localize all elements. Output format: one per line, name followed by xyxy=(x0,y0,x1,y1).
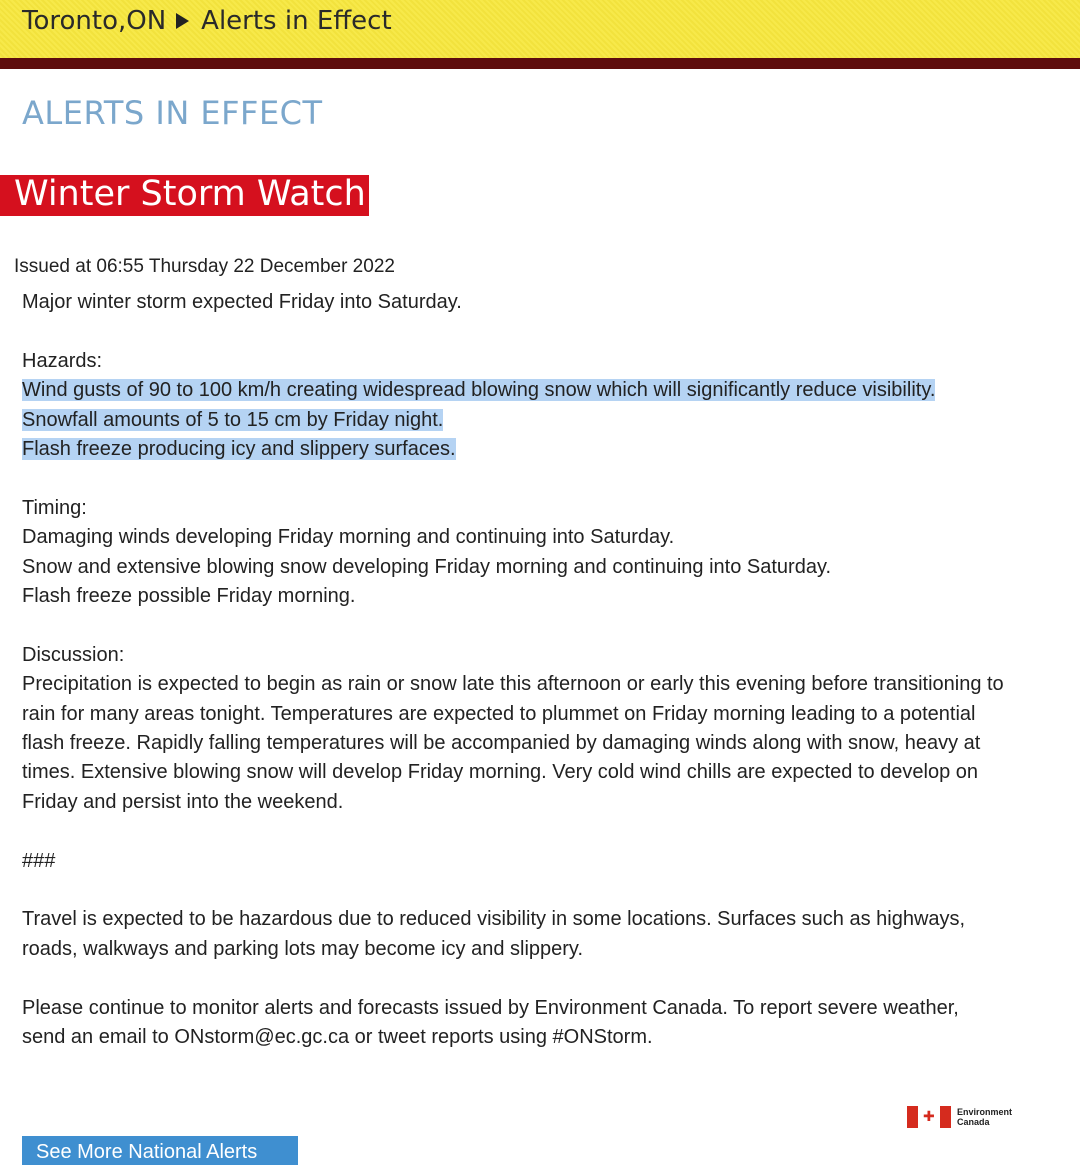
timing-line: Flash freeze possible Friday morning. xyxy=(22,585,356,608)
travel-line: Travel is expected to be hazardous due to reduced visibility in some locations. Surfaces such as highways, xyxy=(22,908,966,931)
breadcrumb xyxy=(22,6,392,36)
monitor-line: send an email to ONstorm@ec.gc.ca or tweet reports using #ONStorm. xyxy=(22,1026,653,1049)
timing-line: Damaging winds developing Friday morning and continuing into Saturday. xyxy=(22,526,675,549)
environment-canada-logo xyxy=(907,1106,1012,1128)
discussion-heading: Discussion: xyxy=(22,643,125,666)
hazard-line: Wind gusts of 90 to 100 km/h creating widespread blowing snow which will significantly reduce visibility. xyxy=(22,379,936,402)
discussion-line: Friday and persist into the weekend. xyxy=(22,790,344,813)
discussion-line: times. Extensive blowing snow will develop Friday morning. Very cold wind chills are expected to develop on xyxy=(22,761,979,784)
logo-text xyxy=(957,1107,1012,1127)
discussion-line: Precipitation is expected to begin as rain or snow late this afternoon or early this evening before transitioning to xyxy=(22,673,1004,696)
spacer xyxy=(22,964,1072,993)
discussion-line: rain for many areas tonight. Temperatures are expected to plummet on Friday morning leading to a potential xyxy=(22,702,976,725)
hazard-line: Flash freeze producing icy and slippery surfaces. xyxy=(22,438,456,461)
see-more-national-alerts-button[interactable]: See More National Alerts xyxy=(22,1136,298,1165)
spacer xyxy=(22,464,1072,493)
alert-summary: Major winter storm expected Friday into Saturday. xyxy=(22,291,462,313)
travel-line: roads, walkways and parking lots may become icy and slippery. xyxy=(22,937,583,960)
hazard-line: Snowfall amounts of 5 to 15 cm by Friday night. xyxy=(22,408,444,431)
spacer xyxy=(22,611,1072,640)
timing-heading: Timing: xyxy=(22,496,87,519)
monitor-line: Please continue to monitor alerts and forecasts issued by Environment Canada. To report severe weather, xyxy=(22,996,959,1019)
page-title: ALERTS IN EFFECT xyxy=(22,94,323,132)
issued-timestamp: Issued at 06:55 Thursday 22 December 2022 xyxy=(14,256,395,277)
timing-line: Snow and extensive blowing snow developing Friday morning and continuing into Saturday. xyxy=(22,555,832,578)
alert-body xyxy=(22,288,1072,1052)
spacer xyxy=(22,817,1072,846)
header-divider xyxy=(0,58,1080,69)
hazards-heading: Hazards: xyxy=(22,349,103,372)
logo-text-line1: Environment xyxy=(957,1107,1013,1117)
alert-title-banner: Winter Storm Watch xyxy=(0,175,369,216)
breadcrumb-page: Alerts in Effect xyxy=(201,6,392,36)
logo-text-line2: Canada xyxy=(957,1117,990,1127)
triangle-right-icon xyxy=(176,13,189,29)
discussion-line: flash freeze. Rapidly falling temperatures will be accompanied by damaging winds along with snow, heavy at xyxy=(22,732,981,755)
separator: ### xyxy=(22,849,56,872)
spacer xyxy=(22,317,1072,346)
spacer xyxy=(22,876,1072,905)
top-bar xyxy=(0,0,1080,58)
canada-flag-icon: ✚ xyxy=(907,1106,951,1128)
breadcrumb-location[interactable]: Toronto,ON xyxy=(22,6,167,36)
